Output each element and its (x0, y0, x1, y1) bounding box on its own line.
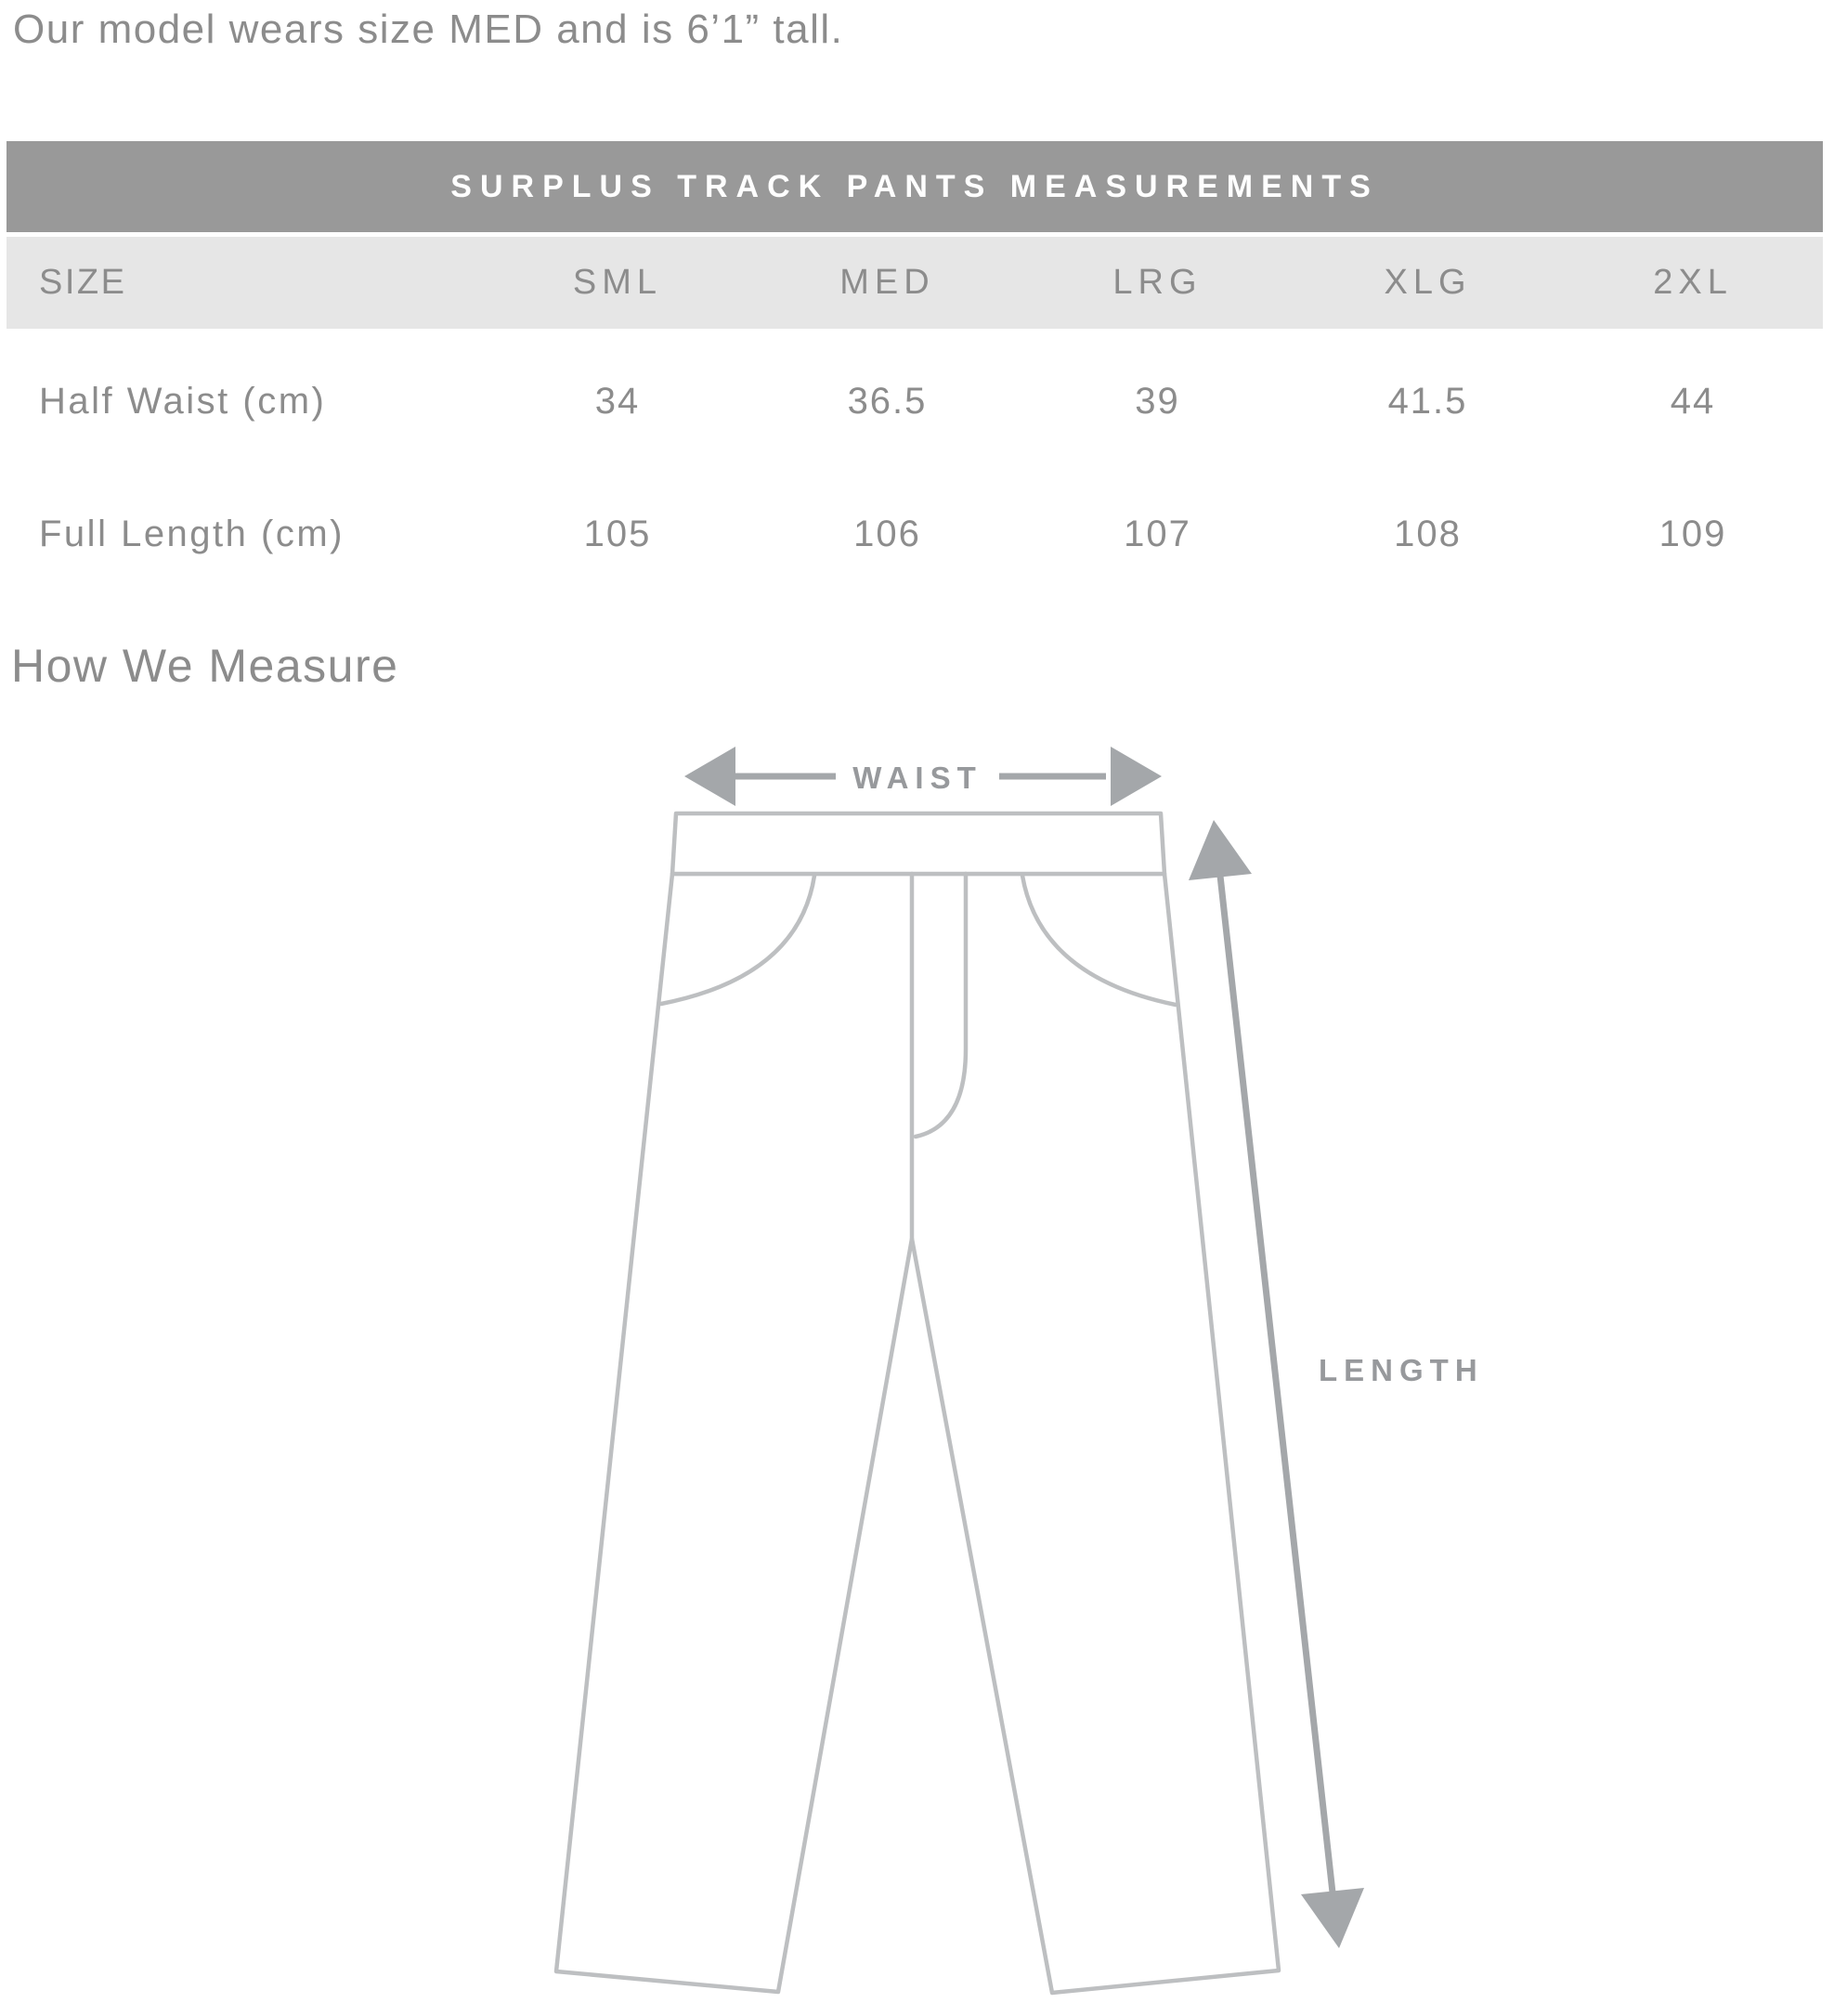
pants-body-outline (556, 874, 1279, 1993)
length-arrow-top-head-icon (1189, 820, 1252, 880)
full-length-2xl: 109 (1563, 475, 1823, 594)
table-title: SURPLUS TRACK PANTS MEASUREMENTS (7, 141, 1823, 237)
waist-arrow-left-head-icon (684, 747, 735, 806)
size-col-lrg: LRG (1022, 237, 1293, 329)
half-waist-2xl: 44 (1563, 329, 1823, 475)
length-arrow-bottom-head-icon (1301, 1888, 1364, 1948)
row-label-full-length: Full Length (cm) (7, 475, 483, 594)
size-col-2xl: 2XL (1563, 237, 1823, 329)
how-we-measure-heading: How We Measure (11, 640, 399, 692)
waist-arrow-right-head-icon (1111, 747, 1162, 806)
waist-label: WAIST (852, 761, 982, 795)
size-col-med: MED (752, 237, 1022, 329)
row-label-half-waist: Half Waist (cm) (7, 329, 483, 475)
size-col-sml: SML (483, 237, 752, 329)
half-waist-med: 36.5 (752, 329, 1022, 475)
half-waist-lrg: 39 (1022, 329, 1293, 475)
half-waist-xlg: 41.5 (1293, 329, 1563, 475)
waist-measure-arrow (684, 747, 1162, 806)
size-col-xlg: XLG (1293, 237, 1563, 329)
full-length-xlg: 108 (1293, 475, 1563, 594)
full-length-med: 106 (752, 475, 1022, 594)
full-length-sml: 105 (483, 475, 752, 594)
model-size-note: Our model wears size MED and is 6’1” tall. (13, 7, 844, 52)
pants-waistband (672, 813, 1164, 874)
pants-outline-drawing (556, 813, 1279, 1993)
length-label: LENGTH (1319, 1353, 1484, 1387)
full-length-lrg: 107 (1022, 475, 1293, 594)
size-header-label: SIZE (7, 237, 483, 329)
half-waist-sml: 34 (483, 329, 752, 475)
